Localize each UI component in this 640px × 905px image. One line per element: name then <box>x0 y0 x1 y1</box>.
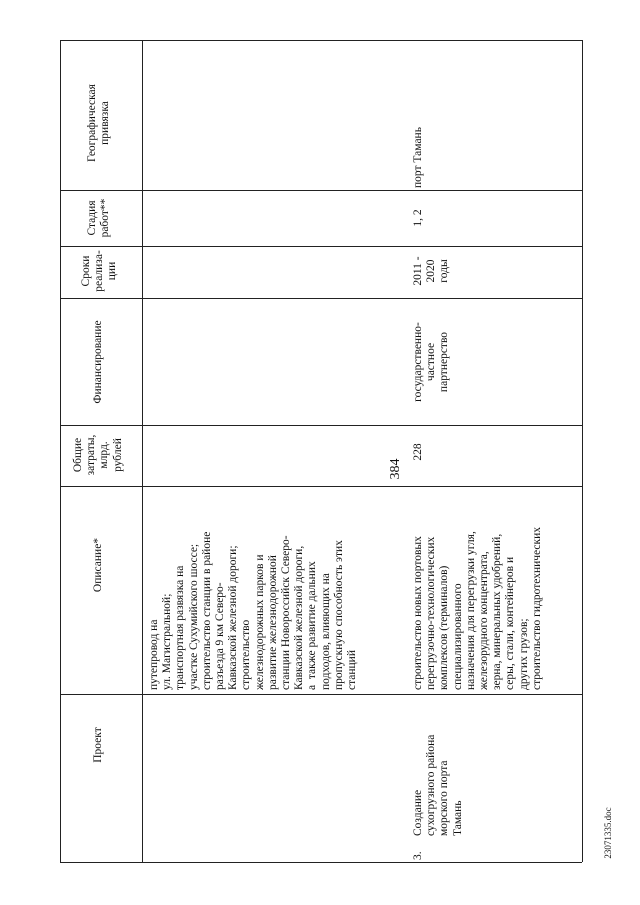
header-stage <box>86 192 112 244</box>
row2-stage: 1, 2 <box>412 209 424 227</box>
row2-financing: государственно- частное партнерство <box>412 322 451 402</box>
header-stage-label: Стадия работ** <box>86 198 112 238</box>
header-total-cost-label: Общие затраты, млрд. рублей <box>72 434 124 476</box>
row2-description: строительство новых портовых перегрузочно-технологических комплексов (терминалов) специализированного назначения для перегрузки угля, железорудного концентрата, зерна, минеральных удобрений, серы, стали, контейнеров и других грузов; строительство гидротехнических <box>412 526 543 690</box>
page-number: 384 <box>388 458 403 480</box>
row-divider-2 <box>60 694 582 695</box>
header-description-label: Описание* <box>92 537 104 593</box>
row2-geo: порт Тамань <box>412 127 424 188</box>
table-border-right <box>582 40 583 862</box>
header-geo <box>86 58 112 188</box>
row2-project: Создание сухогрузного района морского порта Тамань <box>412 734 464 836</box>
header-project <box>92 700 105 790</box>
row2-period: 2011 - 2020 годы <box>412 256 451 286</box>
row2-number: 3. <box>412 851 424 860</box>
divider-finance-period <box>60 298 582 299</box>
table-border-left <box>60 40 61 862</box>
header-geo-label: Географическая привязка <box>86 84 112 162</box>
header-project-label: Проект <box>92 727 104 763</box>
header-total-cost <box>72 427 125 483</box>
row-divider-1 <box>60 486 582 487</box>
header-period-label: Сроки реализа- ции <box>80 250 119 292</box>
table-border-top <box>60 40 582 41</box>
divider-stage-geo <box>60 190 582 191</box>
divider-cost-finance <box>60 425 582 426</box>
table-border-bottom <box>60 862 582 863</box>
divider-period-stage <box>60 246 582 247</box>
doc-code: 23071335.doc <box>603 807 613 859</box>
row1-description: путепровод на ул. Магистральной; транспортная развязка на участке Сухумийского шоссе; строительство станции в районе разъезда 9 км Северо- Кавказской железной дороги; строительство железнодорожных парков и развитие железнодорожной станции Новороссийск Северо- Кавказской железной дороги, а также развитие дальних подходов, влияющих на пропускную способность этих станций <box>148 531 359 690</box>
header-divider <box>142 40 143 862</box>
header-financing <box>92 300 105 424</box>
header-period <box>80 246 120 296</box>
header-financing-label: Финансирование <box>92 320 104 404</box>
row2-total-cost: 228 <box>412 443 424 461</box>
header-description <box>92 490 105 640</box>
